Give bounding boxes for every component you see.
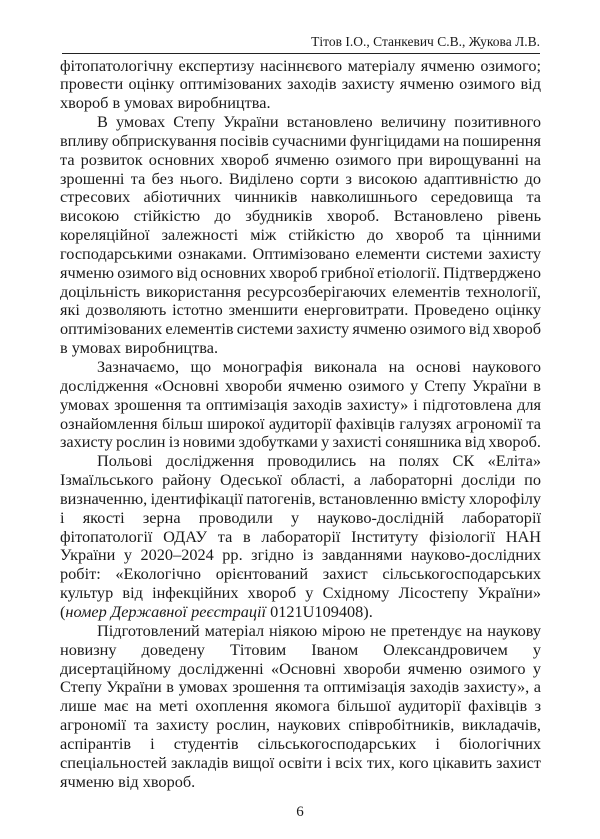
- text-line: оптимізованих елементів системи захисту ячменю озимого від хвороб: [60, 319, 541, 339]
- text-line: хвороб в умовах виробництва.: [60, 93, 271, 113]
- text-line: спеціальностей закладів вищої освіти і всіх тих, кого цікавить захист: [60, 752, 541, 772]
- registration-italic: номер Державної реєстрації: [65, 601, 267, 621]
- paragraph: [60, 57, 541, 114]
- text-line: кореляційної залежності між стійкістю до хвороб та цінними: [60, 225, 541, 245]
- registration-open: (: [60, 601, 66, 621]
- text-line: господарськими ознаками. Оптимізовано елементи системи захисту: [60, 243, 541, 263]
- text-line: захисту рослин із новими здобутками у захисті соняшника від хвороб.: [60, 432, 541, 452]
- text-line: які дозволяють істотно зменшити енерговитрати. Проведено оцінку: [60, 300, 541, 320]
- paragraph: [60, 113, 541, 358]
- registration-number: 0121U109408).: [266, 601, 373, 621]
- text-line: і якості зерна проводили у науково-дослідній лабораторії: [60, 507, 541, 527]
- text-line: ячменю озимого від основних хвороб грибної етіології. Підтверджено: [60, 262, 541, 282]
- text-line: ячменю від хвороб.: [60, 771, 196, 791]
- text-line: доцільність використання ресурсозберігаючих елементів технології,: [60, 281, 541, 301]
- text-line: аспірантів і студентів сільськогосподарських і біологічних: [60, 733, 541, 753]
- text-line: робіт: «Екологічно орієнтований захист сільськогосподарських: [60, 564, 541, 584]
- text-line: ознайомлення більш широкої аудиторії фахівців галузях агрономії та: [60, 413, 541, 433]
- text-line: новизну доведену Тітовим Іваном Олександровичем у: [60, 639, 541, 659]
- document-body: [60, 57, 541, 792]
- paragraph: [60, 358, 541, 452]
- text-line: Підготовлений матеріал ніякою мірою не претендує на наукову: [97, 620, 541, 640]
- text-line: в умовах виробництва.: [60, 338, 219, 358]
- text-line: Степу України в умовах зрошення та оптимізація заходів захисту», а: [60, 677, 541, 697]
- text-line: дослідження «Основні хвороби ячменю озимого у Степу України в: [60, 375, 541, 395]
- text-line: умовах зрошення та оптимізація заходів захисту» і підготовлена для: [60, 394, 541, 414]
- running-header-authors: Тітов І.О., Станкевич С.В., Жукова Л.В.: [311, 34, 540, 49]
- text-line: лише має на меті охоплення якомога більшої аудиторії фахівців з: [60, 696, 541, 716]
- text-line: України у 2020–2024 рр. згідно із завданнями науково-дослідних: [60, 545, 541, 565]
- text-line: Ізмаїльського району Одеської області, а лабораторні досліди по: [60, 470, 541, 490]
- text-line: зрошенні та без нього. Виділено сорти з високою адаптивністю до: [60, 168, 541, 188]
- text-line: високою стійкістю до збудників хвороб. Встановлено рівень: [60, 206, 541, 226]
- text-line: фітопатології ОДАУ та в лабораторії Інституту фізіології НАН: [60, 526, 541, 546]
- text-line: та розвиток основних хвороб ячменю озимого при вирощуванні на: [60, 149, 541, 169]
- registration-line: [60, 603, 541, 622]
- paragraph: [60, 622, 541, 792]
- text-line: В умовах Степу України встановлено величину позитивного: [97, 112, 541, 132]
- text-line: провести оцінку оптимізованих заходів захисту ячменю озимого від: [60, 74, 541, 94]
- text-line: дисертаційному дослідженні «Основні хвороби ячменю озимого у: [60, 658, 541, 678]
- page-number: 6: [296, 804, 304, 820]
- text-line: Зазначаємо, що монографія виконала на основі наукового: [97, 357, 541, 376]
- text-line: стресових абіотичних чинників навколишнього середовища та: [60, 187, 541, 207]
- paragraph: [60, 452, 541, 622]
- text-line: фітопатологічну експертизу насіннєвого матеріалу ячменю озимого;: [60, 55, 541, 75]
- text-line: впливу обприскування посівів сучасними фунгіцидами на поширення: [60, 130, 541, 150]
- text-line: культур від інфекційних хвороб у Східному Лісостепу України»: [60, 583, 541, 603]
- text-line: визначенню, ідентифікації патогенів, встановленню вмісту хлорофілу: [60, 488, 541, 508]
- text-line: Польові дослідження проводились на полях СК «Еліта»: [97, 451, 541, 471]
- text-line: агрономії та захисту рослин, наукових співробітників, викладачів,: [60, 715, 541, 735]
- header-rule: [62, 53, 540, 54]
